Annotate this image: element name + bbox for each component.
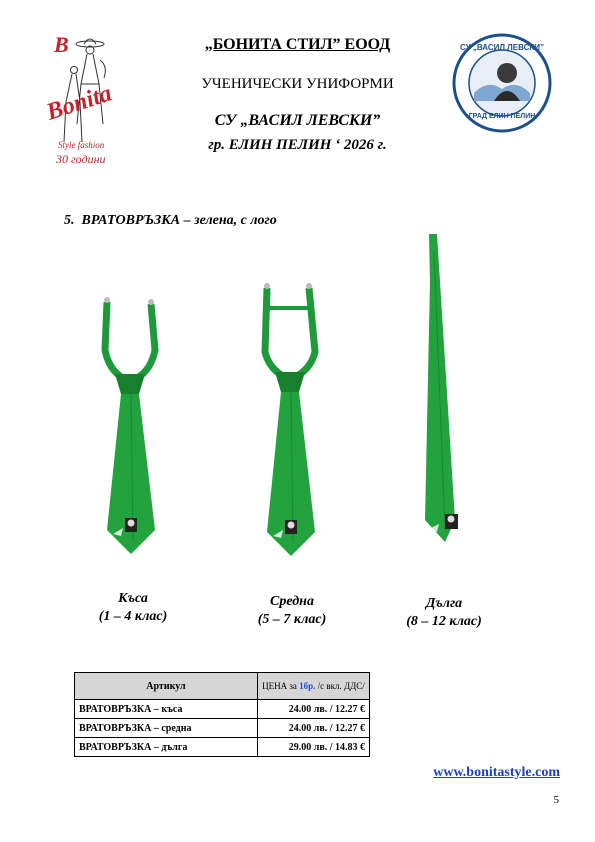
website-link[interactable]: www.bonitastyle.com (433, 765, 560, 780)
bonita-tagline: Style fashion (58, 140, 105, 150)
article-cell: ВРАТОВРЪЗКА – дълга (75, 738, 258, 757)
price-cell: 24.00 лв. / 12.27 € (257, 719, 369, 738)
section-number: 5. (64, 213, 75, 228)
bonita-brand-text: Bonita (43, 80, 115, 126)
tie-long-name: Дълга (425, 596, 463, 611)
tie-medium-grade: (5 – 7 клас) (257, 612, 327, 627)
bonita-mark: B (54, 32, 69, 57)
school-seal (452, 33, 552, 133)
tie-long-grade: (8 – 12 клас) (406, 614, 482, 629)
table-row (75, 700, 370, 719)
article-cell: ВРАТОВРЪЗКА – къса (75, 700, 258, 719)
tie-short-caption (63, 590, 203, 626)
tie-short-image (95, 290, 165, 565)
company-name: „БОНИТА СТИЛ” ЕООД (204, 36, 391, 53)
price-header-pcs: 1бр. (299, 681, 316, 691)
tie-long-image (415, 230, 471, 570)
tie-medium-name: Средна (270, 594, 314, 609)
seal-top-text: СУ „ВАСИЛ ЛЕВСКИ” (459, 43, 545, 52)
article-cell: ВРАТОВРЪЗКА – средна (75, 719, 258, 738)
price-cell: 24.00 лв. / 12.27 € (257, 700, 369, 719)
tie-medium-caption (222, 593, 362, 629)
tie-long-caption (374, 595, 514, 631)
bonita-years: 30 години (56, 152, 106, 166)
table-header-row (75, 673, 370, 700)
table-row (75, 719, 370, 738)
column-price-header (257, 673, 369, 700)
document-subtitle: УЧЕНИЧЕСКИ УНИФОРМИ (201, 76, 394, 92)
tie-medium-image (255, 278, 325, 568)
tie-short-grade: (1 – 4 клас) (98, 609, 168, 624)
seal-bottom-text: ГРАД ЕЛИН ПЕЛИН (468, 113, 536, 120)
column-article-header: Артикул (75, 673, 258, 700)
price-header-b: /с вкл. ДДС/ (315, 681, 365, 691)
school-city-year: гр. ЕЛИН ПЕЛИН ‘ 2026 г. (208, 137, 387, 153)
price-header-a: ЦЕНА за (262, 681, 300, 691)
section-detail: – зелена, с лого (183, 213, 277, 228)
page-number: 5 (553, 794, 559, 806)
tie-short-name: Къса (118, 591, 148, 606)
section-title: ВРАТОВРЪЗКА (81, 213, 181, 228)
table-row (75, 738, 370, 757)
price-table (74, 672, 370, 757)
school-name: СУ „ВАСИЛ ЛЕВСКИ” (214, 112, 381, 129)
price-cell: 29.00 лв. / 14.83 € (257, 738, 369, 757)
section-heading (64, 213, 277, 229)
